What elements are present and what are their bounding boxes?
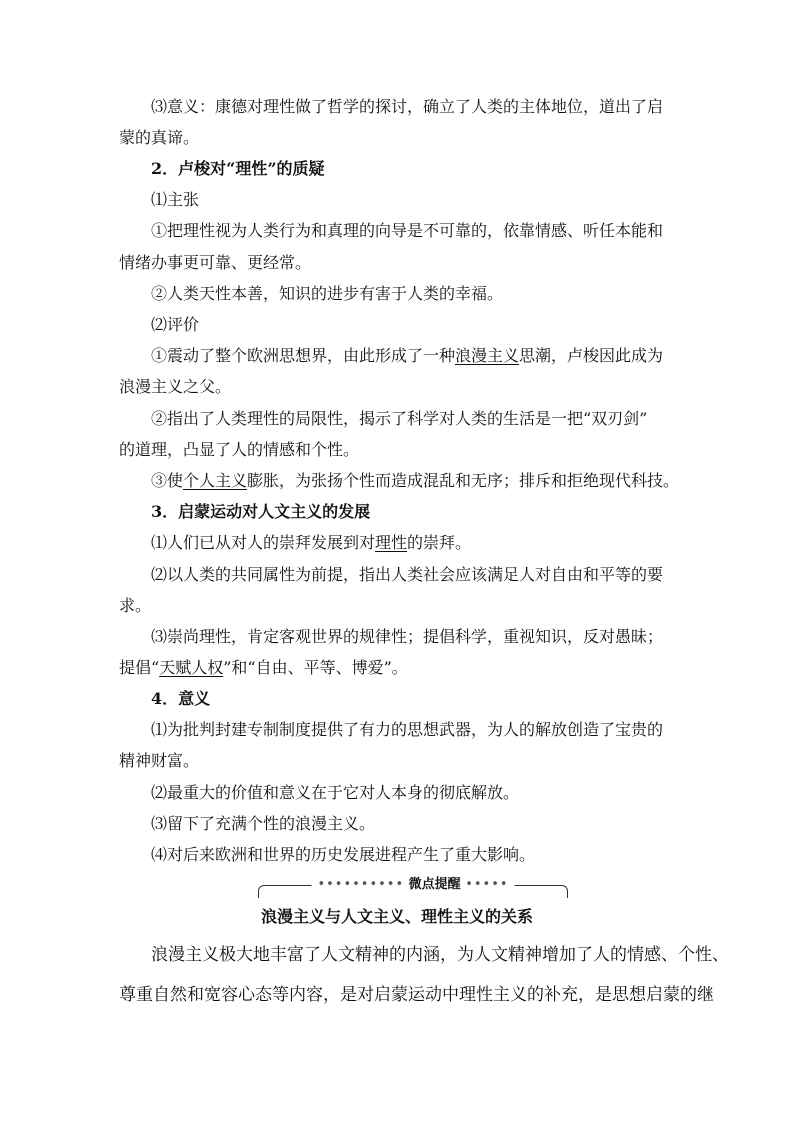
text-span: 思潮，卢梭因此成为	[519, 346, 664, 365]
tip-banner	[258, 876, 568, 898]
development-1	[151, 533, 471, 553]
text-span: ⑴人们已从对人的崇拜发展到对	[151, 533, 376, 552]
kant-significance-line1: ⑶意义：康德对理性做了哲学的探讨，确立了人类的主体地位，道出了启	[151, 97, 664, 116]
underlined-term-individualism: 个人主义	[183, 471, 248, 490]
claim-1-line2: 情绪办事更可靠、更经常。	[119, 253, 312, 272]
tip-paragraph-line1: 浪漫主义极大地丰富了人文精神的内涵，为人文精神增加了人的情感、个性、	[151, 945, 729, 965]
development-2-line1: ⑵以人类的共同属性为前提，指出人类社会应该满足人对自由和平等的要	[151, 565, 664, 584]
text-span: ”和“自由、平等、博爱”。	[223, 658, 408, 677]
section-heading-significance: 4．意义	[151, 689, 211, 708]
underlined-term-romanticism: 浪漫主义	[455, 346, 520, 365]
claim-label: ⑴主张	[151, 190, 200, 209]
tip-label-text: 微点提醒	[408, 877, 461, 892]
section-heading-development: 3．启蒙运动对人文主义的发展	[151, 502, 371, 521]
evaluation-2-line2: 的道理，凸显了人的情感和个性。	[119, 440, 360, 459]
evaluation-1-line1	[151, 346, 663, 366]
claim-1-line1: ①把理性视为人类行为和真理的向导是不可靠的，依靠情感、听任本能和	[151, 221, 664, 240]
section-heading-rousseau: 2．卢梭对“理性”的质疑	[151, 159, 325, 178]
text-span: 的崇拜。	[407, 533, 472, 552]
evaluation-label: ⑵评价	[151, 315, 200, 334]
significance-3: ⑶留下了充满个性的浪漫主义。	[151, 814, 376, 833]
evaluation-3	[151, 471, 679, 491]
kant-significance-line2: 蒙的真谛。	[119, 128, 200, 147]
dots-left: ••••••••••	[317, 877, 405, 892]
significance-1-line2: 精神财富。	[119, 751, 200, 770]
significance-1-line1: ⑴为批判封建专制制度提供了有力的思想武器，为人的解放创造了宝贵的	[151, 720, 664, 739]
development-3-line2	[119, 658, 408, 678]
tip-title: 浪漫主义与人文主义、理性主义的关系	[260, 907, 533, 926]
text-span: ③使	[151, 471, 184, 490]
significance-4: ⑷对后来欧洲和世界的历史发展进程产生了重大影响。	[151, 845, 536, 864]
dots-right: •••••	[465, 877, 509, 892]
claim-2: ②人类天性本善，知识的进步有害于人类的幸福。	[151, 284, 504, 303]
significance-2: ⑵最重大的价值和意义在于它对人本身的彻底解放。	[151, 783, 520, 802]
underlined-term-natural-rights: 天赋人权	[159, 658, 224, 677]
tip-label	[311, 876, 514, 894]
evaluation-1-line2: 浪漫主义之父。	[119, 377, 232, 396]
text-span: 提倡“	[119, 658, 160, 677]
evaluation-2-line1: ②指出了人类理性的局限性，揭示了科学对人类的生活是一把“双刃剑”	[151, 409, 648, 428]
text-span: ①震动了整个欧洲思想界，由此形成了一种	[151, 346, 456, 365]
development-3-line1: ⑶崇尚理性，肯定客观世界的规律性；提倡科学，重视知识，反对愚昧；	[151, 627, 664, 646]
underlined-term-reason: 理性	[375, 533, 408, 552]
development-2-line2: 求。	[119, 596, 152, 615]
tip-paragraph-line2: 尊重自然和宽容心态等内容，是对启蒙运动中理性主义的补充，是思想启蒙的继	[119, 985, 714, 1005]
text-span: 膨胀，为张扬个性而造成混乱和无序；排斥和拒绝现代科技。	[247, 471, 680, 490]
